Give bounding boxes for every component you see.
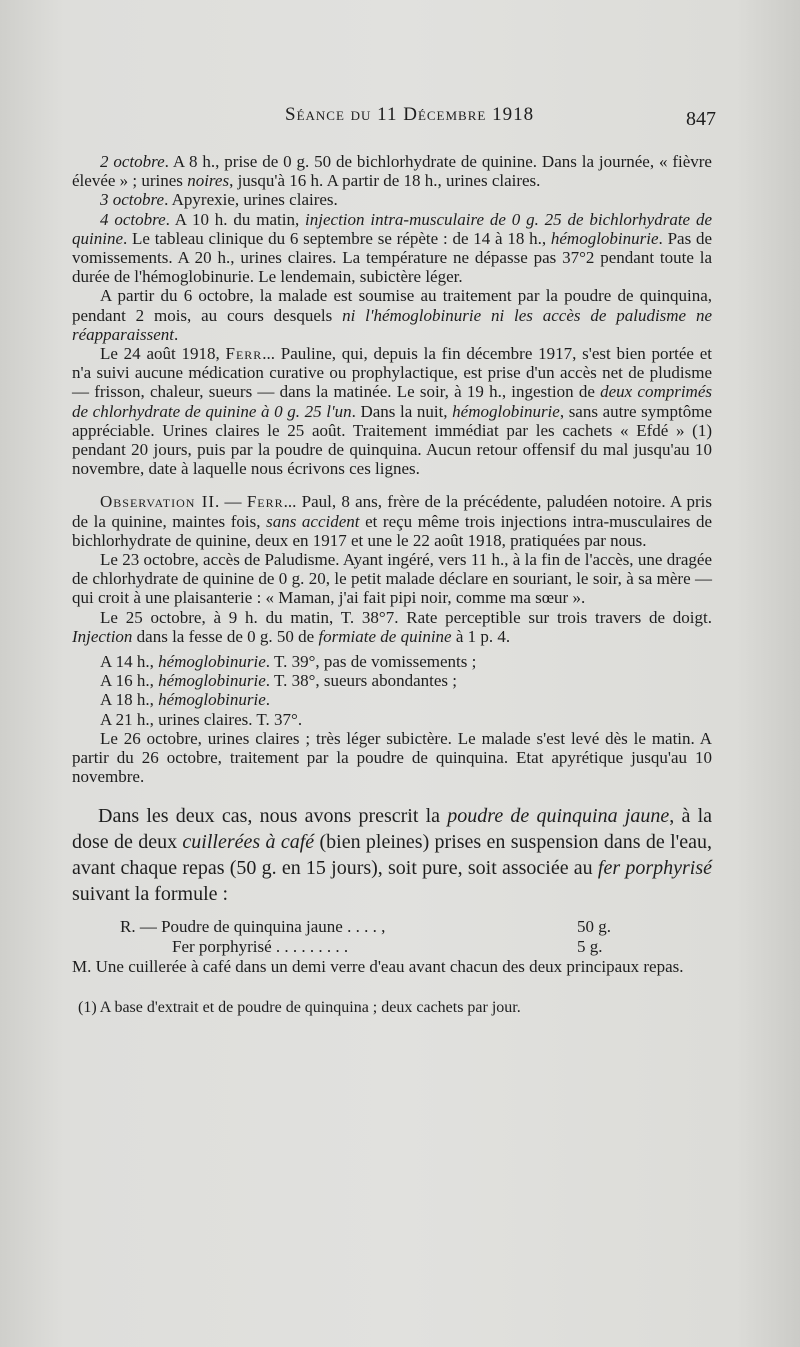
text-span: A 18 h., <box>100 690 159 710</box>
main-text <box>72 803 712 907</box>
italic-span: Injection <box>72 626 133 646</box>
text-span: , sans autre symptôme appréciable. Urines claires le 25 août. Traitement immédiat par les cachets « Efdé » (1) pendant 20 jours, puis par la poudre de quinquina. Aucun retour offensif du mal jusqu'au 10 novembre, date à laquelle nous écrivons ces lignes. <box>72 401 712 479</box>
text-span: Le 25 octobre, à 9 h. du matin, T. 38°7. Rate perceptible sur trois travers de doigt. <box>100 607 712 627</box>
text-span: à 1 p. 4. <box>451 626 511 646</box>
running-title: Séance du 11 Décembre 1918 <box>285 104 535 125</box>
text-span: , à la dose de deux <box>72 804 712 853</box>
text-span: . Dans la nuit, <box>351 401 453 421</box>
text-span: . Apyrexie, urines claires. <box>164 190 338 210</box>
page-body <box>72 152 712 1018</box>
paragraph <box>72 210 712 287</box>
text-span: . T. 39°, pas de vomissements ; <box>265 652 477 672</box>
formula-ingredient: R. — Poudre de quinquina jaune . . . . , <box>120 916 386 936</box>
page-header <box>0 100 800 140</box>
text-span: . — <box>215 492 247 512</box>
italic-span: deux comprimés de chlorhydrate de quinine à 0 g. 25 l'un <box>72 382 712 421</box>
italic-span: fer porphyrisé <box>597 856 712 879</box>
formula-ingredient: Fer porphyrisé . . . . . . . . . <box>172 936 349 956</box>
paragraph <box>72 152 712 190</box>
observation-paragraph <box>72 492 712 550</box>
text-span: A 16 h., <box>100 671 159 691</box>
text-span: ... Paul, 8 ans, frère de la précédente, paludéen notoire. A pris de la quinine, maintes fois, <box>72 492 713 531</box>
italic-span: noires <box>187 171 230 191</box>
case-report-text <box>72 152 712 787</box>
text-span: . A 10 h. du matin, <box>165 209 306 229</box>
text-span: Le 26 octobre, urines claires ; très léger subictère. Le malade s'est levé dès le matin. A partir du 26 octobre, traitement par la poudre de quinquina. Etat apyrétique jusqu'au 10 novembre. <box>72 728 712 787</box>
timeline-entry <box>72 652 712 671</box>
text-span: suivant la formule : <box>72 882 229 905</box>
paragraph <box>72 344 712 478</box>
text-span: dans la fesse de 0 g. 50 de <box>132 626 319 646</box>
timeline-entry <box>72 710 712 729</box>
text-span: et reçu même trois injections intra-musculaires de bichlorhydrate de quinine, deux en 1917 et une le 22 août 1918, pratiquées par nous. <box>72 511 713 550</box>
paragraph <box>72 550 712 608</box>
footnote: (1) A base d'extrait et de poudre de quinquina ; deux cachets par jour. <box>78 998 521 1016</box>
italic-span: hémoglobinurie <box>452 401 560 421</box>
text-span: ... Pauline, qui, depuis la fin décembre 1917, s'est bien portée et n'a suivi aucune médication curative ou prophylactique, est prise d'un accès net de pludisme — frisson, chaleur, sueurs — dans la matinée. Le soir, à 19 h., ingestion de <box>72 344 712 402</box>
italic-span: 2 octobre <box>100 152 165 171</box>
paragraph <box>72 190 712 209</box>
formula-block <box>72 917 712 976</box>
small-caps-span: Ferr <box>225 344 263 364</box>
small-caps-span: Ferr <box>246 492 284 512</box>
text-span: , jusqu'à 16 h. A partir de 18 h., urines claires. <box>229 171 541 191</box>
text-span: Dans les deux cas, nous avons prescrit la <box>98 804 448 827</box>
text-span: A 14 h., <box>100 652 159 672</box>
text-span: Le 23 octobre, accès de Paludisme. Ayant ingéré, vers 11 h., à la fin de l'accès, une dragée de chlorhydrate de quinine de 0 g. 20, le petit malade déclare en souriant, le soir, à sa mère — qui croit à une plaisanterie : « Maman, j'ai fait pipi noir, comme ma sœur ». <box>72 550 712 608</box>
text-span: . Le tableau clinique du 6 septembre se répète : de 14 à 18 h., <box>123 228 551 248</box>
paragraph <box>72 608 712 646</box>
text-span: . T. 38°, sueurs abondantes ; <box>265 671 457 691</box>
prescription-paragraph <box>72 803 712 907</box>
text-span: A partir du 6 octobre, la malade est soumise au traitement par la poudre de quinquina, pendant 2 mois, au cours desquels <box>72 286 712 325</box>
page-number: 847 <box>686 108 716 130</box>
italic-span: 4 octobre <box>100 209 166 229</box>
italic-span: sans accident <box>266 511 360 531</box>
italic-span: hémoglobinurie <box>158 671 266 691</box>
small-caps-span: Observation II <box>100 492 216 512</box>
text-span: . Pas de vomissements. A 20 h., urines claires. La température ne dépasse pas 37°2 pendant toute la durée de l'hémoglobinurie. Le lendemain, subictère léger. <box>72 228 712 287</box>
italic-span: injection intra-musculaire de 0 g. 25 de bichlorhydrate de quinine <box>72 209 712 248</box>
italic-span: hémoglobinurie <box>158 690 266 710</box>
text-span: . <box>174 324 179 344</box>
formula-quantity: 5 g. <box>577 936 603 956</box>
text-span: . A 8 h., prise de 0 g. 50 de bichlorhydrate de quinine. Dans la journée, « fièvre élevée » ; urines <box>72 152 712 191</box>
formula-instruction: M. Une cuillerée à café dans un demi verre d'eau avant chacun des deux principaux repas. <box>72 956 684 976</box>
italic-span: poudre de quinquina jaune <box>447 804 670 827</box>
text-span: Le 24 août 1918, <box>100 344 226 364</box>
timeline-entry <box>72 690 712 709</box>
formula-line-2 <box>72 937 712 957</box>
italic-span: 3 octobre <box>100 190 165 210</box>
italic-span: formiate de quinine <box>318 626 452 646</box>
italic-span: cuillerées à café <box>182 830 315 853</box>
text-span: A 21 h., urines claires. T. 37°. <box>100 709 303 729</box>
paragraph <box>72 729 712 787</box>
text-span: (bien pleines) prises en suspension dans de l'eau, avant chaque repas (50 g. en 15 jours), soit pure, soit associée au <box>72 830 712 879</box>
italic-span: hémoglobinurie <box>158 652 266 672</box>
formula-quantity: 50 g. <box>577 916 611 936</box>
timeline-entry <box>72 671 712 690</box>
text-span: . <box>265 690 270 710</box>
italic-span: hémoglobinurie <box>550 228 659 248</box>
formula-line-1 <box>72 917 712 937</box>
paragraph <box>72 286 712 344</box>
italic-span: ni l'hémoglobinurie ni les accès de paludisme ne réapparaissent <box>72 305 712 344</box>
